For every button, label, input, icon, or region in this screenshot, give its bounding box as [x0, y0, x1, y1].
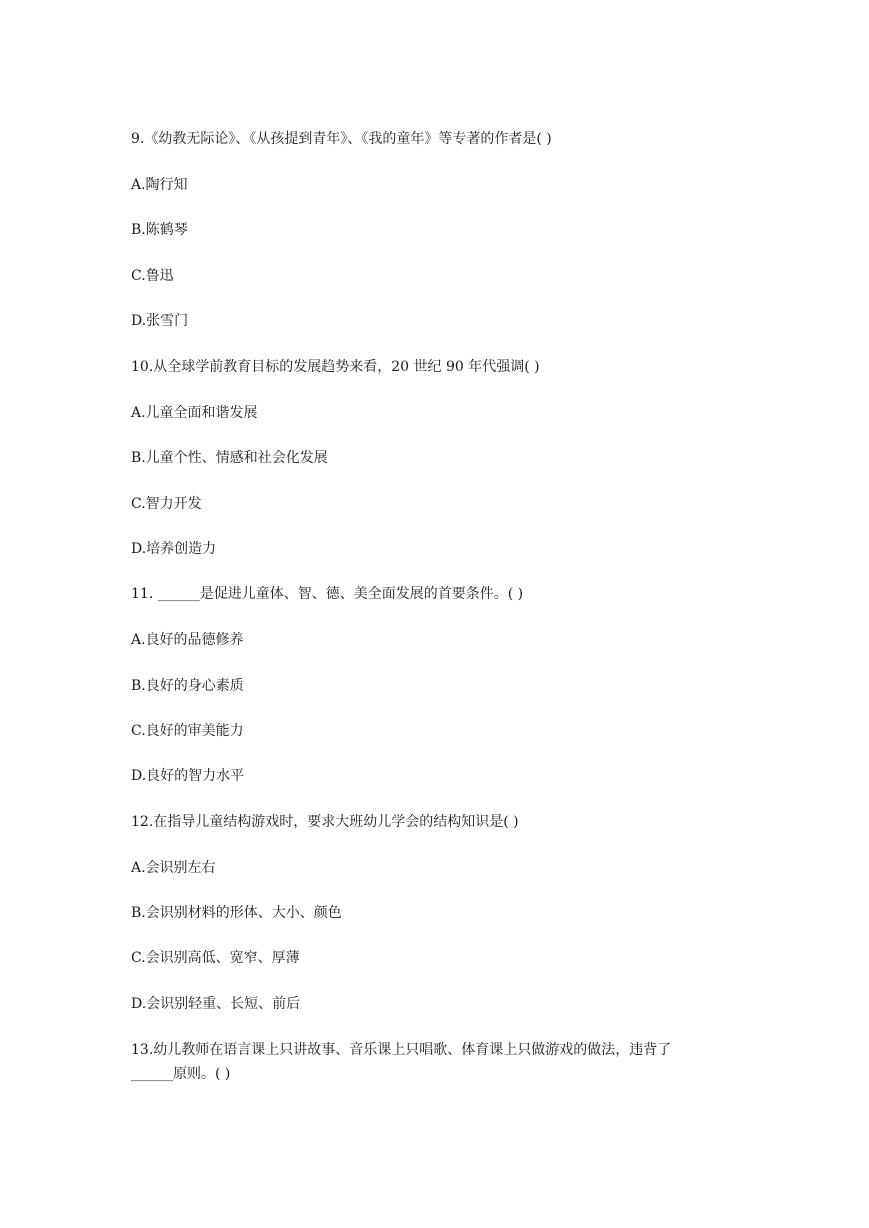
question-11-option-b: B.良好的身心素质 [131, 678, 244, 694]
question-11-option-a: A.良好的品德修养 [131, 632, 244, 648]
question-9-option-b: B.陈鹤琴 [131, 222, 188, 238]
question-10-option-d: D.培养创造力 [131, 541, 217, 557]
question-10-option-b: B.儿童个性、情感和社会化发展 [131, 450, 328, 466]
question-12-stem: 12.在指导儿童结构游戏时，要求大班幼儿学会的结构知识是( ) [131, 814, 519, 830]
question-9-option-a: A.陶行知 [131, 177, 188, 193]
question-11-option-c: C.良好的审美能力 [131, 723, 244, 739]
question-12-option-b: B.会识别材料的形体、大小、颜色 [131, 905, 342, 921]
question-11-stem: 11. ______是促进儿童体、智、德、美全面发展的首要条件。( ) [131, 586, 524, 602]
question-11-option-d: D.良好的智力水平 [131, 768, 245, 784]
question-9-option-c: C.鲁迅 [131, 268, 174, 284]
question-10-option-a: A.儿童全面和谐发展 [131, 405, 258, 421]
question-13-stem: 13.幼儿教师在语言课上只讲故事、音乐课上只唱歌、体育课上只做游戏的做法，违背了 [131, 1042, 672, 1058]
question-12-option-c: C.会识别高低、宽窄、厚薄 [131, 950, 300, 966]
question-10-option-c: C.智力开发 [131, 496, 202, 512]
question-13-stem-continued: ______原则。( ) [131, 1066, 231, 1082]
question-9-stem: 9.《幼教无际论》、《从孩提到青年》、《我的童年》等专著的作者是( ) [131, 131, 552, 147]
question-12-option-d: D.会识别轻重、长短、前后 [131, 996, 301, 1012]
question-9-option-d: D.张雪门 [131, 313, 189, 329]
question-12-option-a: A.会识别左右 [131, 860, 216, 876]
question-10-stem: 10.从全球学前教育目标的发展趋势来看，20 世纪 90 年代强调( ) [131, 359, 540, 375]
